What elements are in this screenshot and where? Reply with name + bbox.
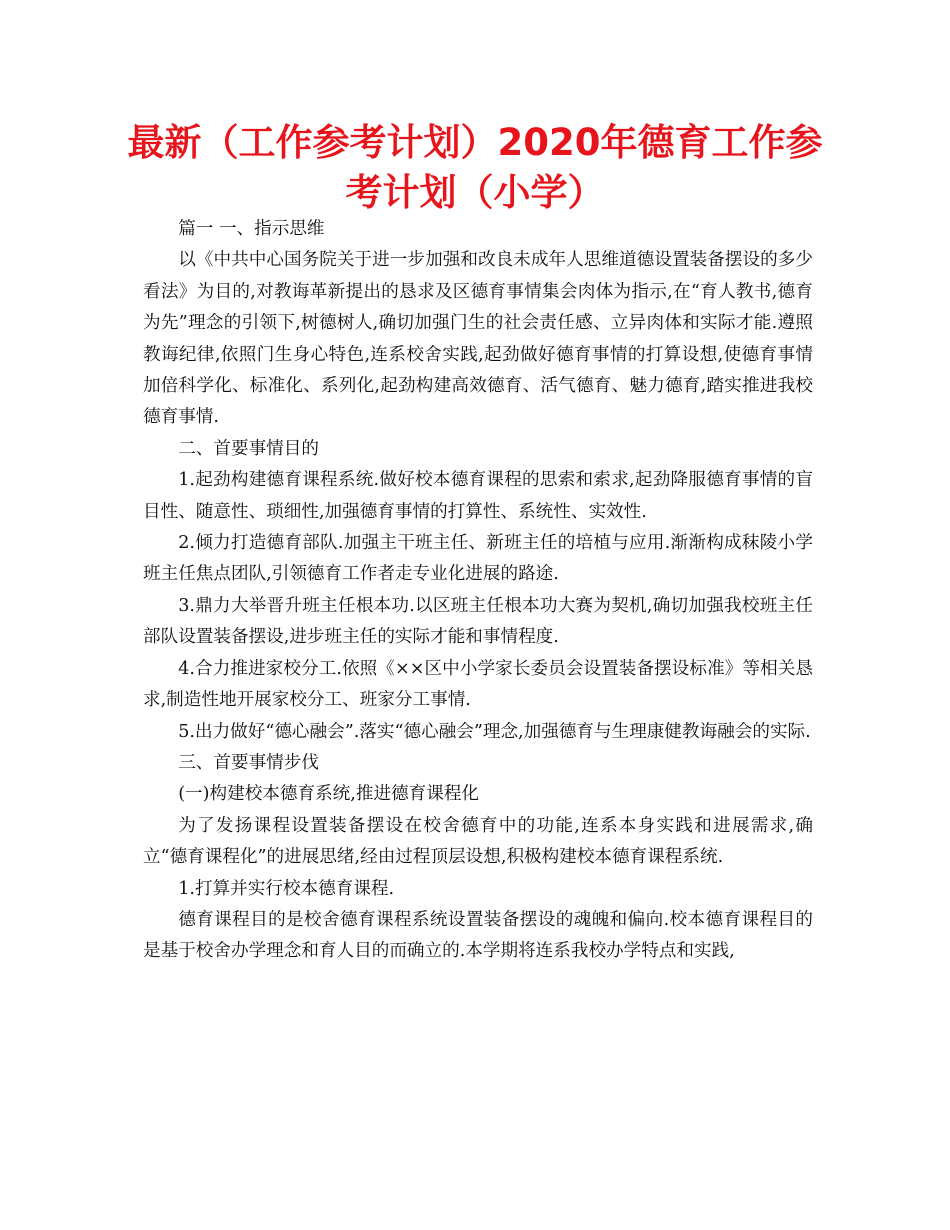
body-paragraph: 为了发扬课程设置装备摆设在校舍德育中的功能,连系本身实践和进展需求,确立“德育课程化”的进展思绪,经由过程顶层设想,积极构建校本德育课程系统.: [143, 815, 813, 868]
section-heading: 篇一 一、指示思维: [178, 219, 325, 239]
body-paragraph: 德育课程目的是校舍德育课程系统设置装备摆设的魂魄和偏向.校本德育课程目的是基于校舍办学理念和育人目的而确立的.本学期将连系我校办学特点和实践,: [143, 909, 813, 962]
goal-item: 3.鼎力大举晋升班主任根本功.以区班主任根本功大赛为契机,确切加强我校班主任部队设置装备摆设,进步班主任的实际才能和事情程度.: [143, 595, 813, 648]
document-body: [143, 214, 813, 968]
section-heading: 三、首要事情步伐: [178, 752, 319, 773]
document-title: [120, 118, 830, 218]
subsection-heading: (一)构建校本德育系统,推进德育课程化: [178, 784, 480, 805]
item-heading: 1.打算并实行校本德育课程.: [178, 878, 395, 899]
goal-item: 4.合力推进家校分工.依照《××区中小学家长委员会设置装备摆设标准》等相关恳求,制造性地开展家校分工、班家分工事情.: [143, 658, 813, 711]
body-paragraph: 以《中共中心国务院关于进一步加强和改良未成年人思维道德设置装备摆设的多少看法》为目的,对教诲革新提出的恳求及区德育事情集会肉体为指示,在“育人教书,德育为先”理念的引领下,树德树人,确切加强门生的社会责任感、立异肉体和实际才能.遵照教诲纪律,依照门生身心特色,连系校舍实践,起劲做好德育事情的打算设想,使德育事情加倍科学化、标准化、系列化,起劲构建高效德育、活气德育、魅力德育,踏实推进我校德育事情.: [143, 250, 813, 428]
goal-item: 2.倾力打造德育部队.加强主干班主任、新班主任的培植与应用.渐渐构成秣陵小学班主任焦点团队,引领德育工作者走专业化进展的路途.: [143, 533, 813, 585]
goal-item: 5.出力做好“德心融会”.落实“德心融会”理念,加强德育与生理康健教诲融会的实际.: [178, 721, 811, 742]
goal-item: 1.起劲构建德育课程系统.做好校本德育课程的思索和索求,起劲降服德育事情的盲目性、随意性、琐细性,加强德育事情的打算性、系统性、实效性.: [143, 470, 813, 522]
section-heading: 二、首要事情目的: [178, 438, 319, 459]
title-line-2: 考计划（小学）: [345, 171, 605, 214]
title-line-1: 最新（工作参考计划）2020年德育工作参: [127, 121, 823, 164]
